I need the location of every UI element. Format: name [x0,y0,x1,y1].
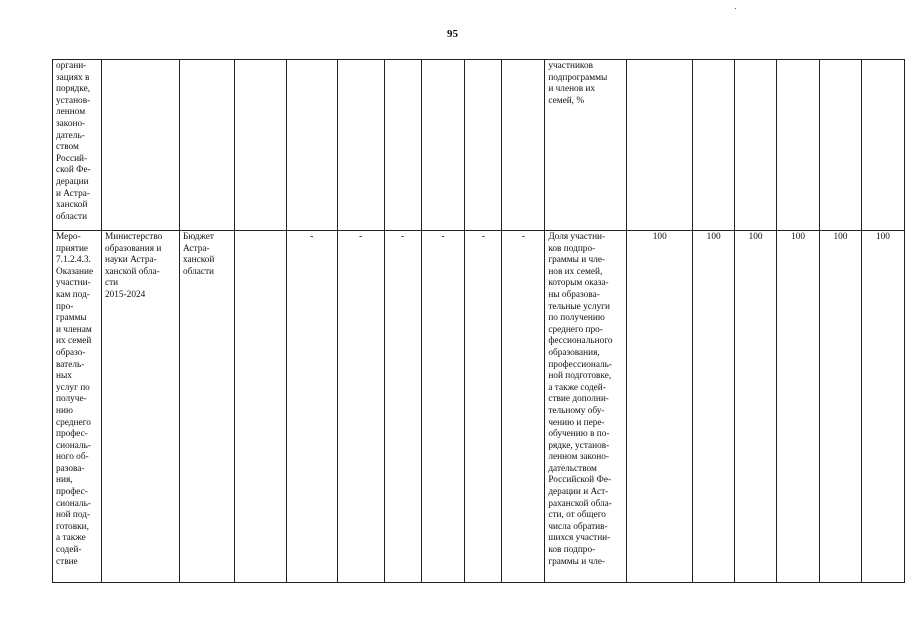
empty-cell [735,60,777,231]
executor-text: Министерство образования и науки Астра- ханской обла- сти 2015-2024 [104,232,163,300]
executor-cell [101,231,179,583]
indicator-value-cell: 100 [693,231,735,583]
empty-cell [502,60,545,231]
empty-cell [101,60,179,231]
table-row [53,231,905,583]
empty-cell [286,60,337,231]
empty-cell [421,60,465,231]
empty-cell [861,60,904,231]
empty-cell [179,60,234,231]
empty-cell [465,60,502,231]
funding-source-text: Бюджет Астра- ханской области [182,232,215,277]
indicator-text: участников подпрограммы и членов их семей, % [548,61,608,106]
indicator-text: Доля участни- ков подпро- граммы и чле- нов их семей, которым оказа- ны образова- тельные услуги по получению среднего про- фессионального образования, профессиональ- ной подготовке, а также содей- ствие дополни- тельному обу- чению и пере- обучению в по- рядке, установ- ленном законо- дательством Российской Фе- дерации и Аст- раханской обла- сти, от общего числа обратив- шихся участни- ков подпро- граммы и чле- [548,232,613,567]
organizations-text: органи- зациях в порядке, установ- ленном законо- датель- ством Россий- ской Фе- дерации и Астра- ханской области [56,61,91,222]
indicator-cell [545,231,627,583]
page-number: 95 [447,28,458,40]
empty-cell [234,60,286,231]
empty-cell [627,60,693,231]
empty-cell [820,60,862,231]
indicator-value-cell: 100 [627,231,693,583]
empty-cell [693,60,735,231]
financing-cell: - [502,231,545,583]
table-row [53,60,905,231]
measure-cell [53,231,102,583]
measure-text: Меро- приятие 7.1.2.4.3. Оказание участни- кам под- про- граммы и членам их семей образо- ватель- ных услуг по получе- нию среднего профес- сиональ- ного об- разова- ния, профес- сиональ- ной под- готовки, а также содей- ствие [56,232,94,567]
indicator-value-cell: 100 [735,231,777,583]
financing-cell: - [337,231,384,583]
indicator-cell [545,60,627,231]
financing-cell: - [465,231,502,583]
empty-cell [384,60,421,231]
empty-cell [777,60,820,231]
financing-cell: - [286,231,337,583]
financing-cell: - [384,231,421,583]
program-measures-table [52,59,905,583]
indicator-value-cell: 100 [861,231,904,583]
empty-cell [234,231,286,583]
financing-cell: - [421,231,465,583]
indicator-value-cell: 100 [777,231,820,583]
empty-cell [337,60,384,231]
organizations-cell [53,60,102,231]
funding-source-cell [179,231,234,583]
scan-speck [735,8,736,9]
indicator-value-cell: 100 [820,231,862,583]
